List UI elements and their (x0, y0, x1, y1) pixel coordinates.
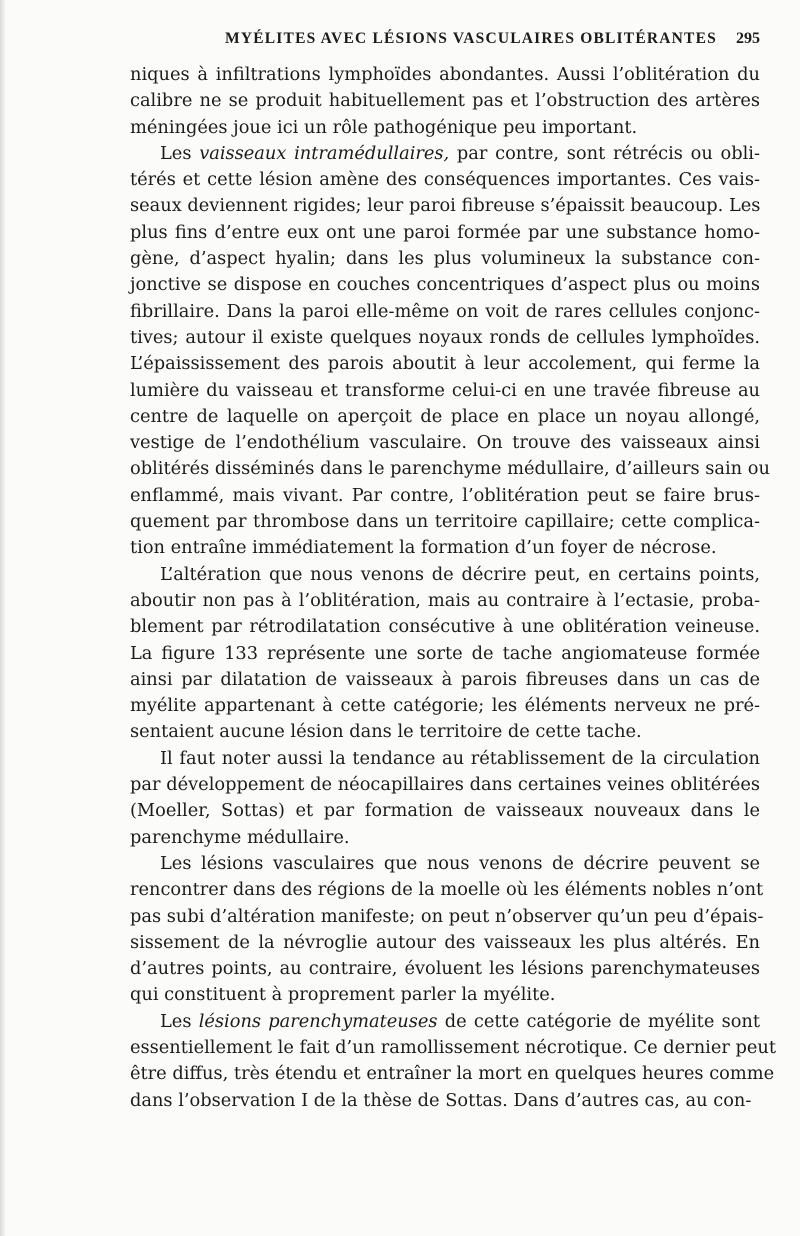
text-line: niques à infiltrations lymphoïdes abondantes. Aussi l’oblitération du (130, 64, 760, 85)
text-line: centre de laquelle on aperçoit de place en place un noyau allongé, (130, 405, 760, 427)
emphasized-term: lésions parenchymateuses (198, 1010, 438, 1032)
running-header (130, 30, 760, 54)
text-line: L’altération que nous venons de décrire peut, en certains points, (160, 563, 760, 585)
text-line: parenchyme médullaire. (130, 826, 350, 848)
paragraph (130, 562, 760, 746)
paragraph (130, 1009, 777, 1114)
text-line: gène, d’aspect hyalin; dans les plus volumineux la substance con- (130, 248, 760, 270)
text-line: Les lésions vasculaires que nous venons de décrire peuvent se (160, 852, 760, 874)
page-number: 295 (736, 30, 760, 47)
text-line: tion entraîne immédiatement la formation d’un foyer de nécrose. (130, 537, 717, 559)
text-line: méningées joue ici un rôle pathogénique peu important. (130, 116, 638, 138)
text-line: ainsi par dilatation de vaisseaux à parois fibreuses dans un cas de (130, 668, 760, 690)
text-line: (Moeller, Sottas) et par formation de vaisseaux nouveaux dans le (130, 800, 760, 822)
text-line: qui constituent à proprement parler la myélite. (130, 984, 556, 1006)
text-line: sentaient aucune lésion dans le territoire de cette tache. (130, 721, 642, 743)
text-line: calibre ne se produit habituellement pas et l’obstruction des artères (130, 90, 760, 112)
text-line: vestige de l’endothélium vasculaire. On trouve des vaisseaux ainsi (130, 432, 760, 454)
text-line: L’épaississement des parois aboutit à leur accolement, qui ferme la (130, 353, 760, 375)
text-line (130, 1009, 760, 1035)
text-line (130, 141, 760, 167)
text-line: jonctive se dispose en couches concentriques d’aspect plus ou moins (130, 274, 760, 296)
text-line: myélite appartenant à cette catégorie; les éléments nerveux ne pré- (130, 695, 760, 717)
text-line: sissement de la névroglie autour des vaisseaux les plus altérés. En (130, 931, 760, 953)
text-line: plus fins d’entre eux ont une paroi formée par une substance homo- (130, 221, 760, 243)
text-run: Les (160, 1010, 192, 1032)
running-title: MYÉLITES AVEC LÉSIONS VASCULAIRES OBLITÉRANTES (225, 30, 717, 47)
text-line: térés et cette lésion amène des conséquences importantes. Ces vais- (130, 169, 760, 191)
page-edge-shadow (0, 0, 6, 1236)
text-line: être diffus, très étendu et entraîner la mort en quelques heures comme (130, 1063, 775, 1085)
text-run: de cette catégorie de myélite sont (444, 1010, 761, 1032)
text-line: dans l’observation I de la thèse de Sottas. Dans d’autres cas, au con- (130, 1089, 752, 1111)
text-line: lumière du vaisseau et transforme celui-ci en une travée fibreuse au (130, 379, 760, 401)
text-run: Les (160, 142, 192, 164)
text-line: quement par thrombose dans un territoire capillaire; cette complica- (130, 511, 760, 533)
text-line: essentiellement le fait d’un ramollissement nécrotique. Ce dernier peut (130, 1036, 777, 1058)
paragraph (130, 62, 760, 141)
paragraph (130, 851, 764, 1009)
body-text (130, 62, 777, 1114)
text-line: pas subi d’altération manifeste; on peut n’observer qu’un peu d’épais- (130, 905, 764, 927)
text-line: blement par rétrodilatation consécutive à une oblitération veineuse. (130, 616, 760, 638)
text-line: rencontrer dans des régions de la moelle où les éléments nobles n’ont (130, 879, 764, 901)
paragraph (130, 746, 760, 851)
text-line: aboutir non pas à l’oblitération, mais au contraire à l’ectasie, proba- (130, 589, 760, 611)
text-line: tives; autour il existe quelques noyaux ronds de cellules lymphoïdes. (130, 326, 760, 348)
emphasized-term: vaisseaux intramédullaires, (199, 142, 450, 164)
text-line: oblitérés disséminés dans le parenchyme médullaire, d’ailleurs sain ou (130, 458, 770, 480)
text-line: La figure 133 représente une sorte de tache angiomateuse formée (130, 642, 760, 664)
text-line: Il faut noter aussi la tendance au rétablissement de la circulation (160, 747, 760, 769)
text-line: d’autres points, au contraire, évoluent les lésions parenchymateuses (130, 958, 760, 980)
text-run: par contre, sont rétrécis ou obli- (456, 142, 760, 164)
text-line: enflammé, mais vivant. Par contre, l’oblitération peut se faire brus- (130, 484, 760, 506)
paragraph (130, 141, 770, 562)
text-line: fibrillaire. Dans la paroi elle-même on voit de rares cellules conjonc- (130, 300, 760, 322)
text-line: par développement de néocapillaires dans certaines veines oblitérées (130, 774, 760, 796)
text-line: seaux deviennent rigides; leur paroi fibreuse s’épaissit beaucoup. Les (130, 195, 761, 217)
